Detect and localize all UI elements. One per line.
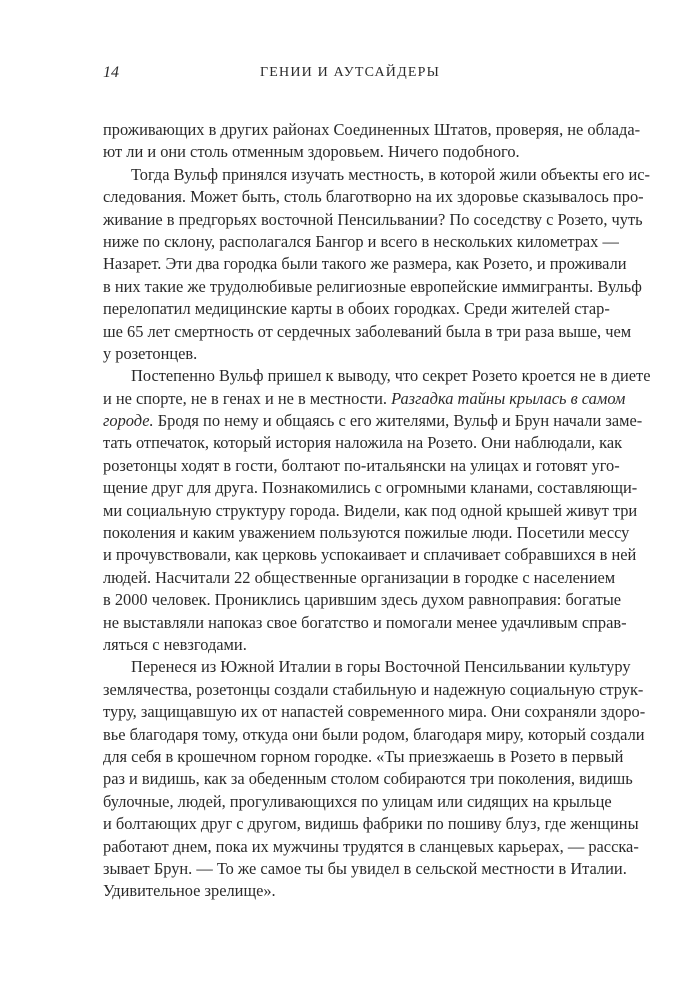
text-segment: перелопатил медицинские карты в обоих городках. Среди жителей стар- <box>103 299 610 319</box>
page-number: 14 <box>103 64 119 81</box>
text-segment: розетонцы ходят в гости, болтают по-итальянски на улицах и готовят уго- <box>103 455 620 475</box>
text-line <box>103 880 597 902</box>
text-line <box>103 589 622 611</box>
text-segment: ниже по склону, располагался Бангор и всего в нескольких километрах — <box>103 231 619 251</box>
italic-text: городе. <box>103 411 154 431</box>
text-segment: Перенеся из Южной Италии в горы Восточной Пенсильвании культуру <box>131 657 631 677</box>
text-line <box>103 432 623 454</box>
text-segment: вье благодаря тому, откуда они были родом, благодаря миру, который создали <box>103 724 645 744</box>
text-segment: для себя в крошечном горном городке. «Ты приезжаешь в Розето в первый <box>103 746 624 766</box>
text-segment: ми социальную структуру города. Видели, как под одной крышей живут три <box>103 500 638 520</box>
text-segment: и болтающих друг с другом, видишь фабрики по пошиву блуз, где женщины <box>103 814 639 834</box>
text-line <box>103 656 631 678</box>
text-segment: Постепенно Вульф пришел к выводу, что секрет Розето кроется не в диете <box>131 366 651 386</box>
text-segment: и не спорте, не в генах и не в местности. <box>103 388 392 408</box>
text-segment: и прочувствовали, как церковь успокаивает и сплачивает собравшихся в ней <box>103 545 637 565</box>
text-segment: булочные, людей, прогуливающихся по улицам или сидящих на крыльце <box>103 791 612 811</box>
text-line <box>103 724 645 746</box>
text-segment: Тогда Вульф принялся изучать местность, в которой жили объекты его ис- <box>131 164 650 184</box>
text-line <box>103 298 610 320</box>
text-line <box>103 253 627 275</box>
text-segment: щение друг для друга. Познакомились с огромными кланами, составляющи- <box>103 478 638 498</box>
text-segment: тать отпечаток, который история наложила на Розето. Они наблюдали, как <box>103 433 623 453</box>
text-segment: Бродя по нему и общаясь с его жителями, Вульф и Брун начали заме- <box>153 411 643 431</box>
text-line <box>103 746 624 768</box>
text-segment: поколения и каким уважением пользуются пожилые люди. Посетили мессу <box>103 523 630 543</box>
text-line <box>103 209 643 231</box>
text-line <box>103 343 597 365</box>
text-segment: землячества, розетонцы создали стабильную и надежную социальную струк- <box>103 679 644 699</box>
text-segment: следования. Может быть, столь благотворно на их здоровье сказывалось про- <box>103 187 644 207</box>
body-text <box>103 119 651 903</box>
text-line <box>103 141 597 163</box>
text-segment: Назарет. Эти два городка были такого же размера, как Розето, и проживали <box>103 254 627 274</box>
text-segment: Удивительное зрелище». <box>103 881 276 901</box>
text-segment: не выставляли напоказ свое богатство и помогали менее удачливым справ- <box>103 612 627 632</box>
text-line <box>103 455 620 477</box>
page-header <box>103 64 597 86</box>
text-segment: людей. Насчитали 22 общественные организации в городке с населением <box>103 567 616 587</box>
text-segment: проживающих в других районах Соединенных Штатов, проверяя, не облада- <box>103 120 641 139</box>
italic-text: Разгадка тайны крылась в самом <box>391 388 626 408</box>
text-line <box>103 186 644 208</box>
text-line <box>103 276 642 298</box>
text-segment: раз и видишь, как за обеденным столом собираются три поколения, видишь <box>103 769 633 789</box>
text-line <box>103 388 626 410</box>
text-segment: ют ли и они столь отменным здоровьем. Ничего подобного. <box>103 142 520 162</box>
text-line <box>103 522 630 544</box>
text-line <box>103 679 644 701</box>
text-line <box>103 701 646 723</box>
text-line <box>103 544 637 566</box>
text-segment: в 2000 человек. Прониклись царившим здесь духом равноправия: богатые <box>103 590 622 610</box>
text-segment: ляться с невзгодами. <box>103 634 247 654</box>
text-segment: туру, защищавшую их от напастей современного мира. Они сохраняли здоро- <box>103 702 646 722</box>
text-segment: ше 65 лет смертность от сердечных заболеваний была в три раза выше, чем <box>103 321 632 341</box>
text-line <box>103 612 627 634</box>
text-line <box>103 164 650 186</box>
running-title: ГЕНИИ И АУТСАЙДЕРЫ <box>260 65 440 80</box>
text-line <box>103 813 639 835</box>
text-line <box>103 321 632 343</box>
text-line <box>103 119 641 141</box>
text-line <box>103 634 597 656</box>
text-line <box>103 858 627 880</box>
text-segment: работают днем, пока их мужчины трудятся в сланцевых карьерах, — расска- <box>103 836 639 856</box>
text-segment: у розетонцев. <box>103 343 198 363</box>
text-line <box>103 836 639 858</box>
text-segment: зывает Брун. — То же самое ты бы увидел в сельской местности в Италии. <box>103 858 627 878</box>
text-line <box>103 231 619 253</box>
text-line <box>103 477 638 499</box>
text-line <box>103 567 616 589</box>
text-line <box>103 410 643 432</box>
text-line <box>103 768 633 790</box>
text-line <box>103 500 638 522</box>
text-line <box>103 791 612 813</box>
text-line <box>103 365 651 387</box>
text-segment: живание в предгорьях восточной Пенсильвании? По соседству с Розето, чуть <box>103 209 643 229</box>
text-segment: в них такие же трудолюбивые религиозные европейские иммигранты. Вульф <box>103 276 642 296</box>
